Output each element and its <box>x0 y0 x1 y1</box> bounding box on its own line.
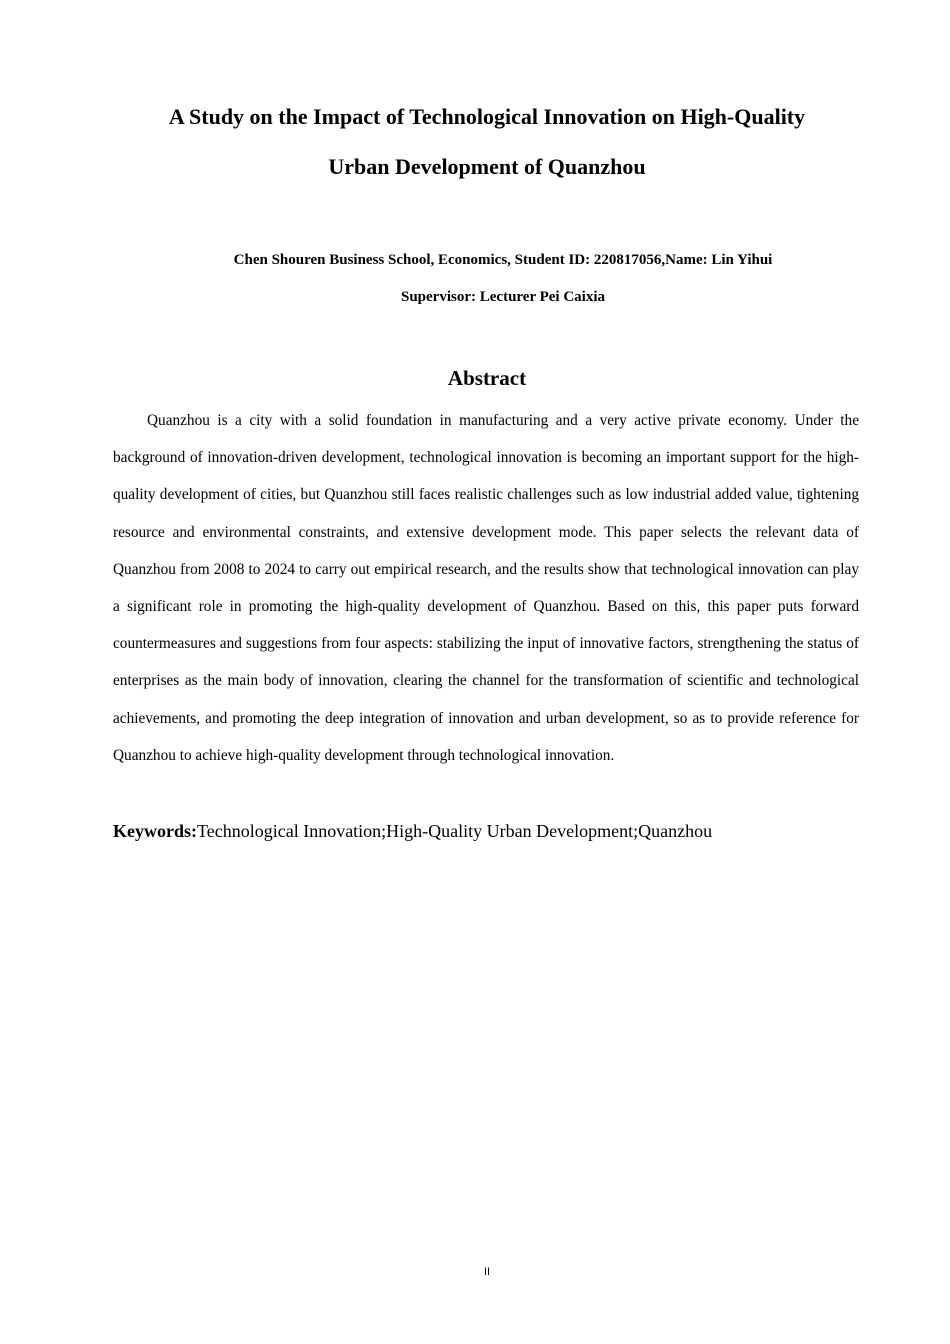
page-number: II <box>483 1266 491 1278</box>
keywords-label: Keywords: <box>113 821 197 841</box>
keywords <box>113 819 859 843</box>
abstract-heading: Abstract <box>447 366 527 390</box>
author-info: Chen Shouren Business School, Economics, Student ID: 220817056,Name: Lin Yihui <box>233 252 773 268</box>
abstract-body: Quanzhou is a city with a solid foundation in manufacturing and a very active private economy. Under the background of innovation-driven development, technological innovation is becoming an important support for the high-quality development of cities, but Quanzhou still faces realistic challenges such as low industrial added value, tightening resource and environmental constraints, and extensive development mode. This paper selects the relevant data of Quanzhou from 2008 to 2024 to carry out empirical research, and the results show that technological innovation can play a significant role in promoting the high-quality development of Quanzhou. Based on this, this paper puts forward countermeasures and suggestions from four aspects: stabilizing the input of innovative factors, strengthening the status of enterprises as the main body of innovation, clearing the channel for the transformation of scientific and technological achievements, and promoting the deep integration of innovation and urban development, so as to provide reference for Quanzhou to achieve high-quality development through technological innovation. <box>113 412 859 764</box>
keywords-value: Technological Innovation;High-Quality Urban Development;Quanzhou <box>197 821 713 841</box>
supervisor-info: Supervisor: Lecturer Pei Caixia <box>401 289 605 305</box>
paper-title-line-1: A Study on the Impact of Technological Innovation on High-Quality <box>168 104 806 129</box>
paper-title-line-2: Urban Development of Quanzhou <box>328 154 646 179</box>
